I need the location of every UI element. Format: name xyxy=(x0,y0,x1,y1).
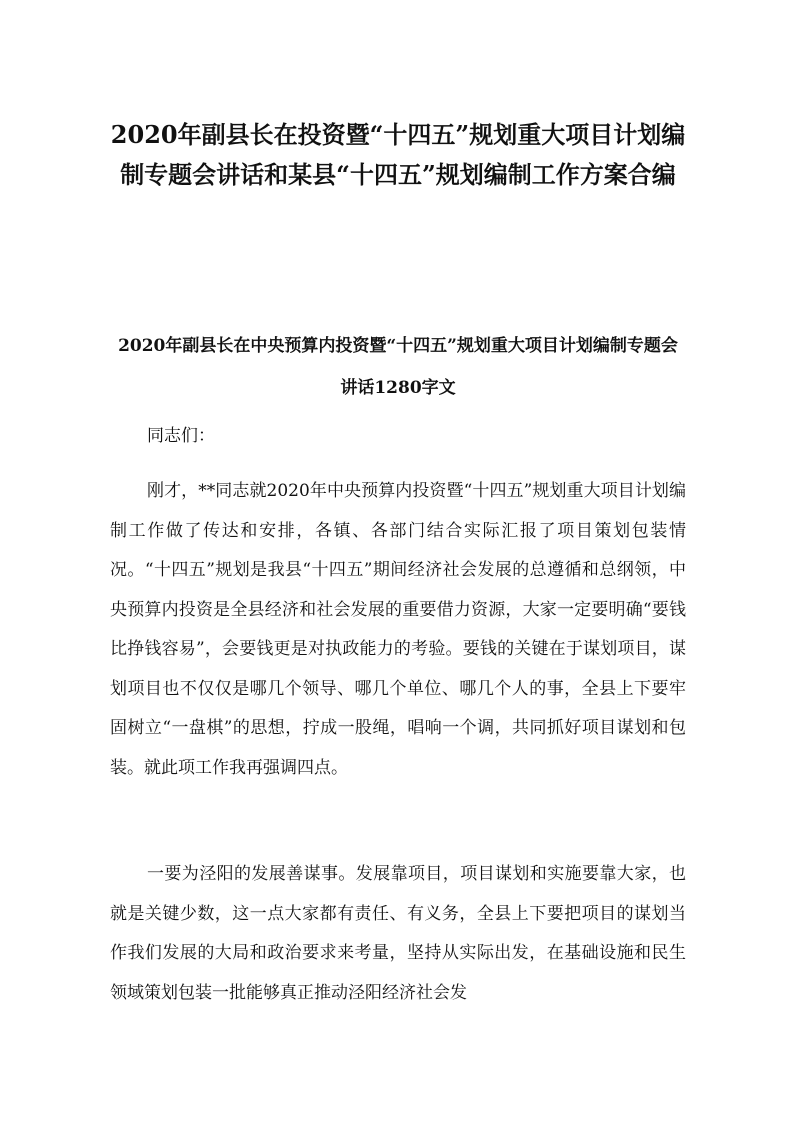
main-title: 2020年副县长在投资暨“十四五”规划重大项目计划编制专题会讲话和某县“十四五”规划编制工作方案合编 xyxy=(110,120,686,189)
salutation: 同志们： xyxy=(147,426,215,446)
speech-title: 2020年副县长在中央预算内投资暨“十四五”规划重大项目计划编制专题会讲话1280字文 xyxy=(118,336,678,398)
paragraph: 刚才，**同志就2020年中央预算内投资暨“十四五”规划重大项目计划编制工作做了传达和安排，各镇、各部门结合实际汇报了项目策划包装情况。“十四五”规划是我县“十四五”期间经济社会发展的总遵循和总纲领，中央预算内投资是全县经济和社会发展的重要借力资源，大家一定要明确“要钱比挣钱容易”，会要钱更是对执政能力的考验。要钱的关键在于谋划项目，谋划项目也不仅仅是哪几个领导、哪几个单位、哪几个人的事，全县上下要牢固树立“一盘棋”的思想，拧成一股绳，唱响一个调，共同抓好项目谋划和包装。就此项工作我再强调四点。 xyxy=(110,481,686,778)
paragraph: 一要为泾阳的发展善谋事。发展靠项目，项目谋划和实施要靠大家，也就是关键少数，这一点大家都有责任、有义务，全县上下要把项目的谋划当作我们发展的大局和政治要求来考量，坚持从实际出发，在基础设施和民生领域策划包装一批能够真正推动泾阳经济社会发 xyxy=(110,864,686,1003)
